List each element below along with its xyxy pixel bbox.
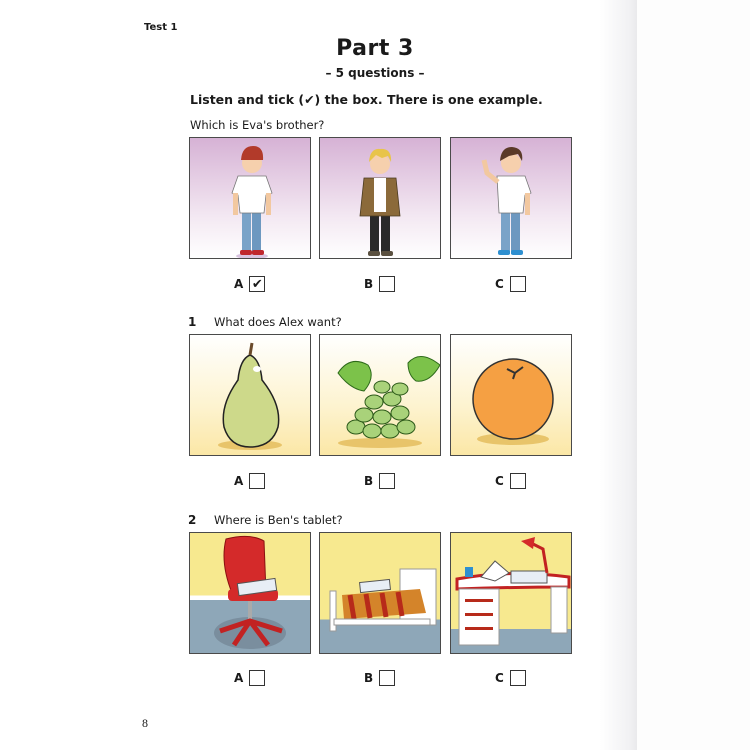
tick-box[interactable] bbox=[249, 473, 265, 489]
boy-red-cap-illustration bbox=[190, 138, 311, 259]
instruction: Listen and tick (✔) the box. There is one example. bbox=[190, 92, 543, 107]
answer-example-a[interactable] bbox=[234, 276, 265, 292]
waving-boy-illustration bbox=[451, 138, 572, 259]
picture-example-a bbox=[189, 137, 311, 259]
picture-q1-b bbox=[319, 334, 441, 456]
option-letter: C bbox=[495, 671, 504, 685]
example-question: Which is Eva's brother? bbox=[190, 118, 325, 132]
picture-q1-a bbox=[189, 334, 311, 456]
bed-with-tablet bbox=[320, 533, 441, 654]
question-1-text: What does Alex want? bbox=[214, 315, 342, 329]
picture-example-b bbox=[319, 137, 441, 259]
tick-box[interactable] bbox=[379, 473, 395, 489]
pear-icon bbox=[190, 335, 311, 456]
picture-q2-b bbox=[319, 532, 441, 654]
grapes-icon bbox=[320, 335, 441, 456]
option-letter: C bbox=[495, 474, 504, 488]
desk-with-tablet-and-lamp bbox=[451, 533, 572, 654]
answer-example-b[interactable] bbox=[364, 276, 395, 292]
orange-icon bbox=[451, 335, 572, 456]
tick-box-checked[interactable]: ✔ bbox=[249, 276, 265, 292]
tick-box[interactable] bbox=[510, 276, 526, 292]
option-letter: B bbox=[364, 277, 374, 291]
page-number: 8 bbox=[142, 716, 148, 730]
test-label: Test 1 bbox=[144, 22, 178, 33]
option-letter: A bbox=[234, 671, 244, 685]
picture-q2-c bbox=[450, 532, 572, 654]
answer-q1-c[interactable] bbox=[495, 473, 526, 489]
answer-q2-c[interactable] bbox=[495, 670, 526, 686]
picture-example-c bbox=[450, 137, 572, 259]
question-2-number: 2 bbox=[188, 513, 197, 527]
blank-margin bbox=[637, 0, 750, 750]
part-title: Part 3 bbox=[336, 36, 414, 61]
answer-q1-a[interactable] bbox=[234, 473, 265, 489]
picture-q2-a bbox=[189, 532, 311, 654]
tick-box[interactable] bbox=[379, 670, 395, 686]
part-subtitle: – 5 questions – bbox=[325, 66, 425, 80]
answer-example-c[interactable] bbox=[495, 276, 526, 292]
option-letter: C bbox=[495, 277, 504, 291]
option-letter: B bbox=[364, 474, 374, 488]
red-chair-with-tablet bbox=[190, 533, 311, 654]
tick-box[interactable] bbox=[510, 670, 526, 686]
option-letter: A bbox=[234, 474, 244, 488]
page-spine-shadow bbox=[600, 0, 637, 750]
tick-box[interactable] bbox=[249, 670, 265, 686]
question-1-number: 1 bbox=[188, 315, 197, 329]
question-2-text: Where is Ben's tablet? bbox=[214, 513, 343, 527]
tick-box[interactable] bbox=[510, 473, 526, 489]
blond-boy-jacket-illustration bbox=[320, 138, 441, 259]
tick-box[interactable] bbox=[379, 276, 395, 292]
answer-q2-a[interactable] bbox=[234, 670, 265, 686]
answer-q1-b[interactable] bbox=[364, 473, 395, 489]
option-letter: B bbox=[364, 671, 374, 685]
picture-q1-c bbox=[450, 334, 572, 456]
option-letter: A bbox=[234, 277, 244, 291]
answer-q2-b[interactable] bbox=[364, 670, 395, 686]
